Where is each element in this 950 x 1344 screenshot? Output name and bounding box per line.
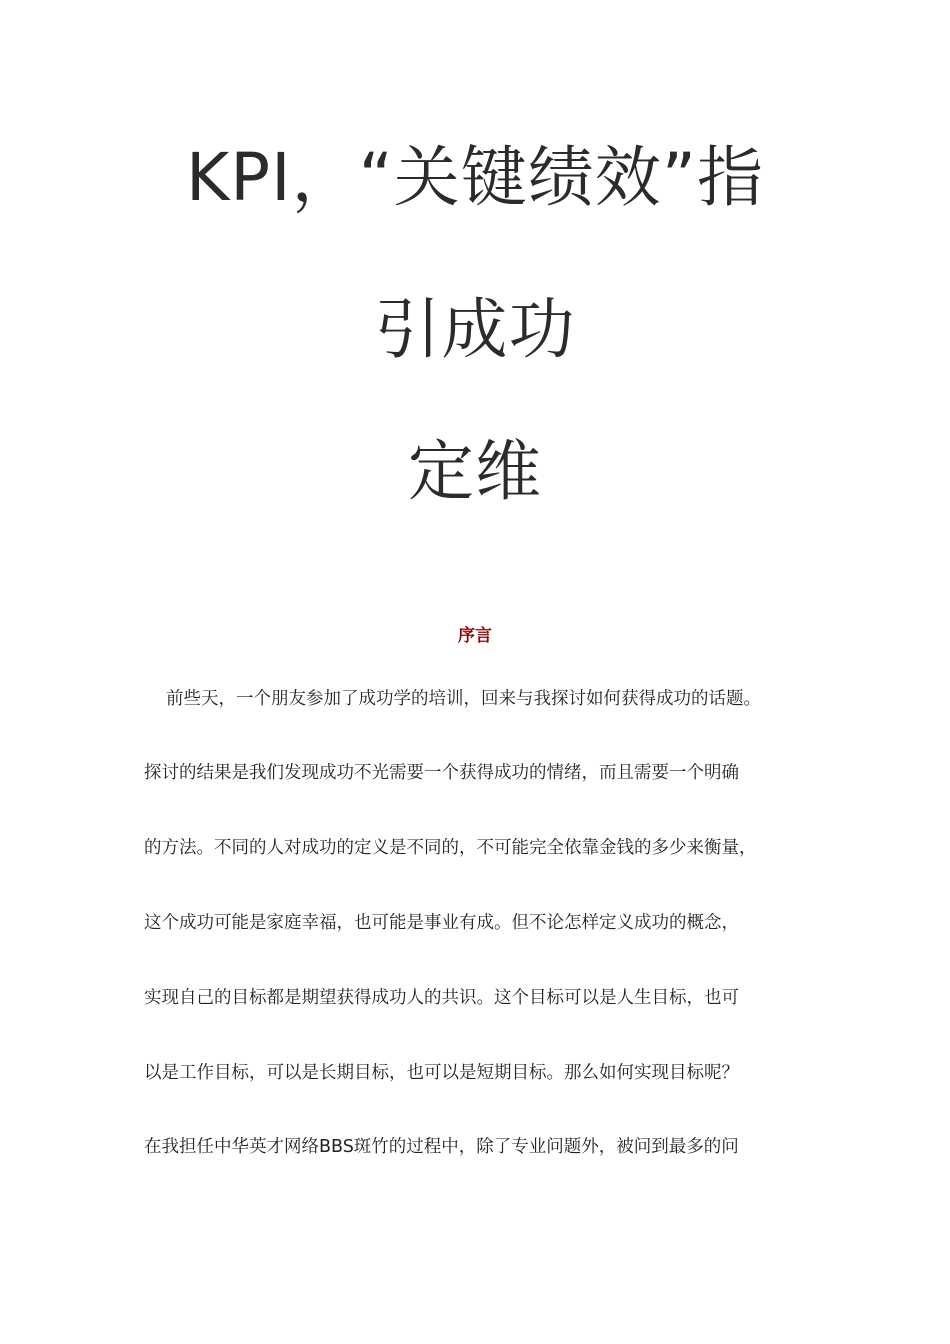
paragraph-line: 前些天，一个朋友参加了成功学的培训，回来与我探讨如何获得成功的话题。: [166, 689, 761, 709]
paragraph-line: 探讨的结果是我们发现成功不光需要一个获得成功的情绪，而且需要一个明确: [144, 763, 739, 783]
paragraph-line: 的方法。不同的人对成功的定义是不同的，不可能完全依靠金钱的多少来衡量，: [144, 838, 757, 858]
section-heading-preface: 序言: [458, 626, 492, 646]
paragraph-line: 这个成功可能是家庭幸福，也可能是事业有成。但不论怎样定义成功的概念，: [144, 913, 739, 933]
document-title-line-3: 定维: [408, 433, 542, 510]
paragraph-line: 在我担任中华英才网络BBS斑竹的过程中，除了专业问题外，被问到最多的问: [144, 1137, 739, 1157]
paragraph-line: 实现自己的目标都是期望获得成功人的共识。这个目标可以是人生目标，也可: [144, 988, 739, 1008]
document-title-line-2: 引成功: [374, 291, 576, 368]
paragraph-line: 以是工作目标，可以是长期目标，也可以是短期目标。那么如何实现目标呢？: [144, 1063, 739, 1083]
document-title-line-1: KPI，“关键绩效”指: [186, 139, 764, 216]
